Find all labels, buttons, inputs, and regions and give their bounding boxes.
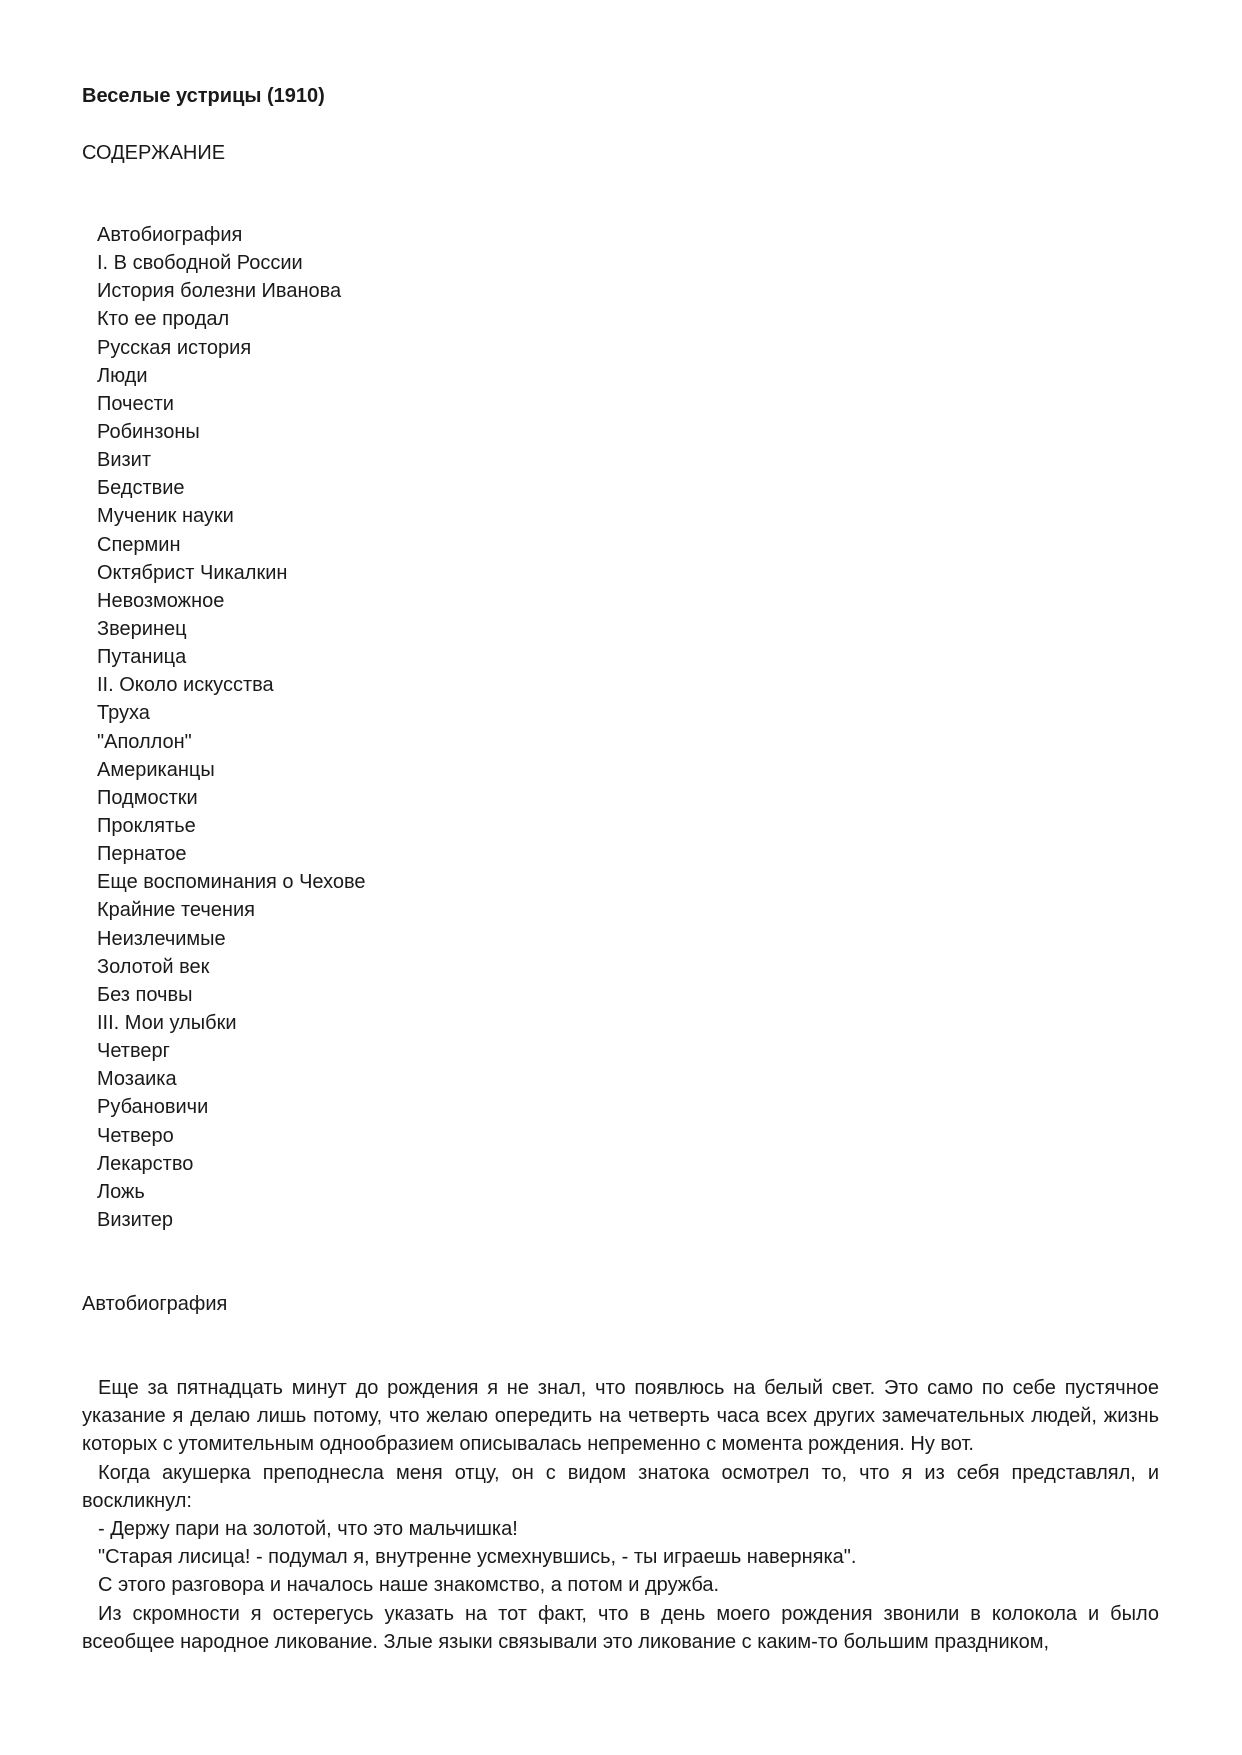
paragraph: - Держу пари на золотой, что это мальчишка! <box>98 1518 518 1541</box>
toc-item[interactable]: Неизлечимые <box>97 927 226 950</box>
toc-item[interactable]: Четверо <box>97 1124 174 1147</box>
toc-item[interactable]: Американцы <box>97 758 215 781</box>
toc-item[interactable]: Невозможное <box>97 589 225 612</box>
paragraph: Из скромности я остерегусь указать на тот факт, что в день моего рождения звонили в колокола и было всеобщее народное ликование. Злые языки связывали это ликование с каким-то большим праздником, <box>82 1602 1159 1653</box>
toc-item[interactable]: Путаница <box>97 646 187 669</box>
toc-item[interactable]: Рубановичи <box>97 1096 209 1119</box>
toc-item[interactable]: Подмостки <box>97 786 198 809</box>
toc-item[interactable]: Кто ее продал <box>97 308 230 331</box>
toc-item[interactable]: Золотой век <box>97 955 210 978</box>
toc-item[interactable]: Четверг <box>97 1040 170 1063</box>
toc-item[interactable]: "Аполлон" <box>97 730 192 753</box>
toc-item[interactable]: Мозаика <box>97 1068 177 1091</box>
toc-item[interactable]: Проклятье <box>97 814 196 837</box>
toc-item[interactable]: Почести <box>97 392 174 415</box>
toc-item[interactable]: Автобиография <box>97 224 243 246</box>
toc-item[interactable]: III. Мои улыбки <box>97 1011 237 1034</box>
section-heading: Автобиография <box>82 1293 228 1315</box>
toc-item[interactable]: Без почвы <box>97 983 193 1006</box>
paragraph: "Старая лисица! - подумал я, внутренне усмехнувшись, - ты играешь наверняка". <box>98 1546 857 1569</box>
toc-item[interactable]: Русская история <box>97 336 252 359</box>
toc-item[interactable]: Бедствие <box>97 477 185 500</box>
book-title: Веселые устрицы (1910) <box>82 85 325 107</box>
toc-item[interactable]: Робинзоны <box>97 420 200 443</box>
toc-item[interactable]: Визит <box>97 449 152 472</box>
paragraph: Когда акушерка преподнесла меня отцу, он с видом знатока осмотрел то, что я из себя представлял, и воскликнул: <box>82 1461 1159 1512</box>
toc-item[interactable]: Октябрист Чикалкин <box>97 561 288 584</box>
toc-item[interactable]: Зверинец <box>97 617 187 640</box>
toc-item[interactable]: Люди <box>97 364 148 387</box>
table-of-contents <box>97 221 366 1234</box>
body-text <box>82 1374 1159 1656</box>
toc-item[interactable]: Труха <box>97 702 150 725</box>
toc-item[interactable]: Крайние течения <box>97 899 255 922</box>
toc-item[interactable]: История болезни Иванова <box>97 280 342 303</box>
toc-item[interactable]: Пернатое <box>97 843 187 866</box>
toc-item[interactable]: I. В свободной России <box>97 252 303 275</box>
contents-heading: СОДЕРЖАНИЕ <box>82 142 226 164</box>
toc-item[interactable]: Визитер <box>97 1208 174 1231</box>
toc-item[interactable]: Еще воспоминания о Чехове <box>97 871 366 894</box>
toc-item[interactable]: II. Около искусства <box>97 674 274 697</box>
toc-item[interactable]: Лекарство <box>97 1152 194 1175</box>
toc-item[interactable]: Мученик науки <box>97 505 234 528</box>
toc-item[interactable]: Ложь <box>97 1180 145 1203</box>
toc-item[interactable]: Спермин <box>97 533 181 556</box>
paragraph: С этого разговора и началось наше знакомство, а потом и дружба. <box>98 1574 720 1597</box>
paragraph: Еще за пятнадцать минут до рождения я не знал, что появлюсь на белый свет. Это само по себе пустячное указание я делаю лишь потому, что желаю опередить на четверть часа всех других замечательных людей, жизнь которых с утомительным однообразием описывалась непременно с момента рождения. Ну вот. <box>82 1377 1159 1456</box>
